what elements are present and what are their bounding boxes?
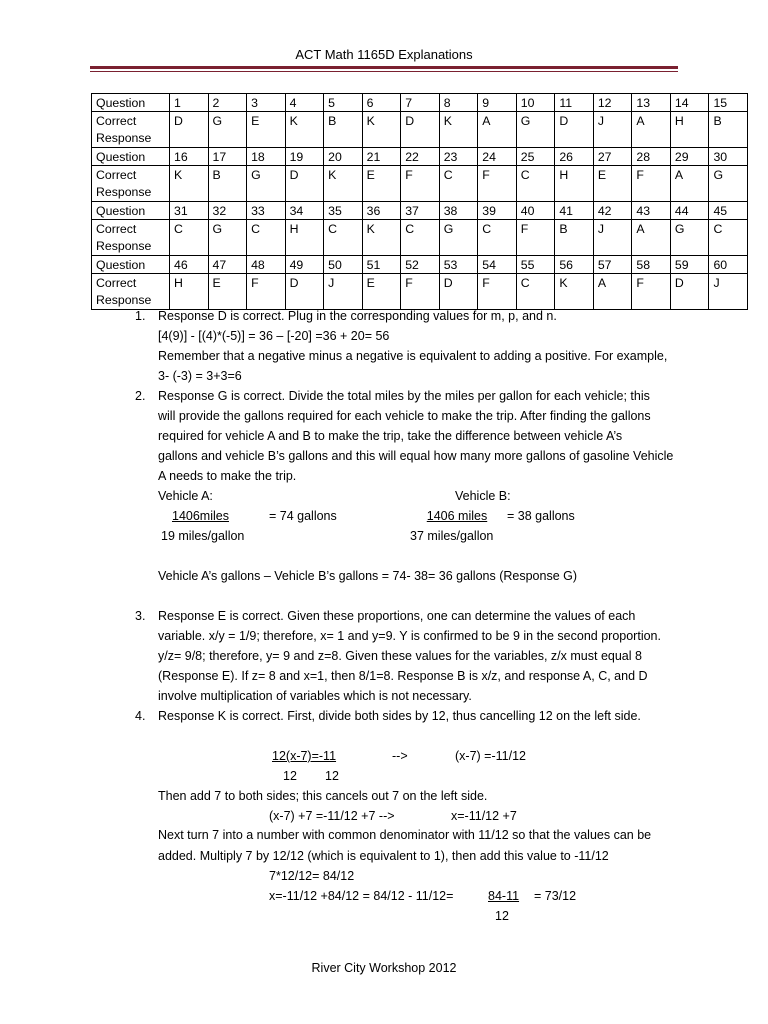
question-number-cell: 26 xyxy=(555,148,594,166)
correct-response-cell: A xyxy=(593,274,632,310)
correct-response-cell: D xyxy=(285,166,324,202)
question-number-cell: 19 xyxy=(285,148,324,166)
explanation-2-line-2: will provide the gallons required for each vehicle to make the trip. After finding the gallons xyxy=(158,409,651,423)
page-title: ACT Math 1165D Explanations xyxy=(295,47,473,62)
explanation-1-number: 1. xyxy=(135,309,146,323)
correct-response-cell: C xyxy=(709,220,748,256)
correct-response-cell: A xyxy=(670,166,709,202)
correct-response-cell: G xyxy=(208,112,247,148)
explanation-3-line-1: Response E is correct. Given these proportions, one can determine the values of each xyxy=(158,609,636,623)
question-number-cell: 13 xyxy=(632,94,671,112)
explanation-1-line-4: 3- (-3) = 3+3=6 xyxy=(158,369,242,383)
question-number-cell: 50 xyxy=(324,256,363,274)
question-number-cell: 21 xyxy=(362,148,401,166)
question-number-cell: 5 xyxy=(324,94,363,112)
explanation-3-number: 3. xyxy=(135,609,146,623)
question-number-cell: 36 xyxy=(362,202,401,220)
correct-response-cell: G xyxy=(208,220,247,256)
correct-response-cell: C xyxy=(516,274,555,310)
equation-2: (x-7) +7 =-11/12 +7 --> xyxy=(269,809,395,823)
equation-1-left: 12(x-7)=-11 xyxy=(272,749,337,763)
correct-response-cell: H xyxy=(670,112,709,148)
explanation-2-line-1: Response G is correct. Divide the total miles by the miles per gallon for each vehicle; this xyxy=(158,389,650,403)
correct-response-cell: C xyxy=(401,220,440,256)
question-number-cell: 44 xyxy=(670,202,709,220)
equation-1-denominator-b: 12 xyxy=(325,769,339,783)
question-number-cell: 56 xyxy=(555,256,594,274)
correct-response-cell: C xyxy=(516,166,555,202)
correct-response-cell: E xyxy=(362,166,401,202)
correct-response-cell: F xyxy=(247,274,286,310)
question-number-cell: 31 xyxy=(170,202,209,220)
correct-response-cell: F xyxy=(632,166,671,202)
explanation-4-line-4: added. Multiply 7 by 12/12 (which is equivalent to 1), then add this value to -11/12 xyxy=(158,849,609,863)
response-row-label: Correct Response xyxy=(92,274,170,310)
question-number-cell: 16 xyxy=(170,148,209,166)
equation-2-result: x=-11/12 +7 xyxy=(451,809,517,823)
correct-response-cell: G xyxy=(670,220,709,256)
question-row xyxy=(92,94,748,112)
question-number-cell: 33 xyxy=(247,202,286,220)
correct-response-cell: B xyxy=(709,112,748,148)
equation-4-denominator: 12 xyxy=(495,909,509,923)
response-row-label: Correct Response xyxy=(92,112,170,148)
question-number-cell: 22 xyxy=(401,148,440,166)
equation-3: 7*12/12= 84/12 xyxy=(269,869,355,883)
correct-response-cell: F xyxy=(516,220,555,256)
question-number-cell: 35 xyxy=(324,202,363,220)
correct-response-cell: A xyxy=(632,112,671,148)
equation-4-numerator: 84-11 xyxy=(488,889,520,903)
question-number-cell: 27 xyxy=(593,148,632,166)
question-number-cell: 53 xyxy=(439,256,478,274)
explanation-2-difference: Vehicle A’s gallons – Vehicle B’s gallons = 74- 38= 36 gallons (Response G) xyxy=(158,569,578,583)
question-number-cell: 10 xyxy=(516,94,555,112)
question-number-cell: 52 xyxy=(401,256,440,274)
question-number-cell: 34 xyxy=(285,202,324,220)
correct-response-cell: J xyxy=(593,220,632,256)
question-number-cell: 28 xyxy=(632,148,671,166)
answer-key-table xyxy=(91,93,748,310)
question-number-cell: 1 xyxy=(170,94,209,112)
correct-response-cell: G xyxy=(709,166,748,202)
correct-response-cell: K xyxy=(362,112,401,148)
question-number-cell: 48 xyxy=(247,256,286,274)
response-row xyxy=(92,274,748,310)
header-rule-thick xyxy=(90,66,678,69)
correct-response-cell: H xyxy=(170,274,209,310)
question-number-cell: 47 xyxy=(208,256,247,274)
question-number-cell: 38 xyxy=(439,202,478,220)
explanation-3-line-3: y/z= 9/8; therefore, y= 9 and z=8. Given these values for the variables, z/x must equal 8 xyxy=(158,649,642,663)
correct-response-cell: G xyxy=(516,112,555,148)
question-number-cell: 4 xyxy=(285,94,324,112)
equation-4: x=-11/12 +84/12 = 84/12 - 11/12= xyxy=(269,889,454,903)
equation-1-denominator-a: 12 xyxy=(283,769,297,783)
explanation-3-line-4: (Response E). If z= 8 and x=1, then 8/1=8. Response B is x/z, and response A, C, and D xyxy=(158,669,648,683)
correct-response-cell: C xyxy=(439,166,478,202)
explanation-3-line-2: variable. x/y = 1/9; therefore, x= 1 and y=9. Y is confirmed to be 9 in the second proportion. xyxy=(158,629,661,643)
explanation-4-line-1: Response K is correct. First, divide both sides by 12, thus cancelling 12 on the left side. xyxy=(158,709,641,723)
explanation-4-line-3: Next turn 7 into a number with common denominator with 11/12 so that the values can be xyxy=(158,828,652,842)
correct-response-cell: C xyxy=(478,220,517,256)
vehicle-a-numerator: 1406miles xyxy=(172,509,229,523)
correct-response-cell: D xyxy=(285,274,324,310)
question-row-label: Question xyxy=(92,202,170,220)
correct-response-cell: B xyxy=(555,220,594,256)
question-row-label: Question xyxy=(92,94,170,112)
question-row xyxy=(92,148,748,166)
correct-response-cell: E xyxy=(247,112,286,148)
correct-response-cell: F xyxy=(401,274,440,310)
correct-response-cell: J xyxy=(324,274,363,310)
response-row-label: Correct Response xyxy=(92,166,170,202)
question-number-cell: 20 xyxy=(324,148,363,166)
question-number-cell: 30 xyxy=(709,148,748,166)
question-number-cell: 60 xyxy=(709,256,748,274)
question-number-cell: 57 xyxy=(593,256,632,274)
question-number-cell: 23 xyxy=(439,148,478,166)
question-number-cell: 29 xyxy=(670,148,709,166)
explanation-4-line-2: Then add 7 to both sides; this cancels out 7 on the left side. xyxy=(158,789,488,803)
equation-1-arrow: --> xyxy=(392,749,408,763)
question-number-cell: 42 xyxy=(593,202,632,220)
question-number-cell: 59 xyxy=(670,256,709,274)
question-number-cell: 55 xyxy=(516,256,555,274)
correct-response-cell: K xyxy=(362,220,401,256)
vehicle-b-label: Vehicle B: xyxy=(455,489,511,503)
correct-response-cell: D xyxy=(170,112,209,148)
correct-response-cell: A xyxy=(632,220,671,256)
explanation-2-line-4: gallons and vehicle B’s gallons and this will equal how many more gallons of gasoline Vehicle xyxy=(158,449,674,463)
response-row xyxy=(92,166,748,202)
vehicle-a-result: = 74 gallons xyxy=(269,509,337,523)
response-row xyxy=(92,112,748,148)
equation-1-result: (x-7) =-11/12 xyxy=(455,749,526,763)
explanation-2-number: 2. xyxy=(135,389,146,403)
vehicle-b-denominator: 37 miles/gallon xyxy=(410,529,494,543)
correct-response-cell: K xyxy=(170,166,209,202)
question-number-cell: 32 xyxy=(208,202,247,220)
question-number-cell: 17 xyxy=(208,148,247,166)
question-number-cell: 51 xyxy=(362,256,401,274)
question-number-cell: 25 xyxy=(516,148,555,166)
question-number-cell: 43 xyxy=(632,202,671,220)
correct-response-cell: C xyxy=(247,220,286,256)
question-number-cell: 14 xyxy=(670,94,709,112)
correct-response-cell: B xyxy=(208,166,247,202)
equation-4-result: = 73/12 xyxy=(534,889,577,903)
explanation-1-line-3: Remember that a negative minus a negative is equivalent to adding a positive. For example, xyxy=(158,349,668,363)
explanation-1-line-2: [4(9)] - [(4)*(-5)] = 36 – [-20] =36 + 20= 56 xyxy=(158,329,390,343)
question-number-cell: 12 xyxy=(593,94,632,112)
question-number-cell: 45 xyxy=(709,202,748,220)
correct-response-cell: G xyxy=(247,166,286,202)
correct-response-cell: D xyxy=(670,274,709,310)
correct-response-cell: E xyxy=(593,166,632,202)
correct-response-cell: C xyxy=(170,220,209,256)
correct-response-cell: A xyxy=(478,112,517,148)
vehicle-b-numerator: 1406 miles xyxy=(426,509,488,523)
correct-response-cell: G xyxy=(439,220,478,256)
question-number-cell: 49 xyxy=(285,256,324,274)
question-number-cell: 41 xyxy=(555,202,594,220)
explanation-4-number: 4. xyxy=(135,709,146,723)
correct-response-cell: E xyxy=(208,274,247,310)
correct-response-cell: F xyxy=(478,166,517,202)
correct-response-cell: J xyxy=(593,112,632,148)
explanation-2-line-3: required for vehicle A and B to make the trip, take the difference between vehicle A’s xyxy=(158,429,623,443)
correct-response-cell: E xyxy=(362,274,401,310)
question-number-cell: 9 xyxy=(478,94,517,112)
question-number-cell: 15 xyxy=(709,94,748,112)
explanation-1-line-1: Response D is correct. Plug in the corresponding values for m, p, and n. xyxy=(158,309,557,323)
response-row xyxy=(92,220,748,256)
correct-response-cell: K xyxy=(285,112,324,148)
question-number-cell: 40 xyxy=(516,202,555,220)
explanation-3-line-5: involve multiplication of variables which is not necessary. xyxy=(158,689,472,703)
question-row-label: Question xyxy=(92,256,170,274)
correct-response-cell: K xyxy=(324,166,363,202)
question-row xyxy=(92,256,748,274)
question-number-cell: 7 xyxy=(401,94,440,112)
vehicle-a-denominator: 19 miles/gallon xyxy=(161,529,245,543)
question-number-cell: 6 xyxy=(362,94,401,112)
correct-response-cell: H xyxy=(555,166,594,202)
question-number-cell: 46 xyxy=(170,256,209,274)
question-number-cell: 8 xyxy=(439,94,478,112)
header-rule-thin xyxy=(90,71,678,72)
question-number-cell: 54 xyxy=(478,256,517,274)
correct-response-cell: J xyxy=(709,274,748,310)
correct-response-cell: F xyxy=(632,274,671,310)
page-footer: River City Workshop 2012 xyxy=(311,961,457,975)
question-number-cell: 3 xyxy=(247,94,286,112)
correct-response-cell: C xyxy=(324,220,363,256)
question-number-cell: 58 xyxy=(632,256,671,274)
correct-response-cell: H xyxy=(285,220,324,256)
explanation-2-line-5: A needs to make the trip. xyxy=(158,469,297,483)
correct-response-cell: D xyxy=(555,112,594,148)
correct-response-cell: K xyxy=(555,274,594,310)
correct-response-cell: F xyxy=(401,166,440,202)
question-number-cell: 39 xyxy=(478,202,517,220)
question-number-cell: 2 xyxy=(208,94,247,112)
correct-response-cell: D xyxy=(401,112,440,148)
response-row-label: Correct Response xyxy=(92,220,170,256)
correct-response-cell: F xyxy=(478,274,517,310)
correct-response-cell: B xyxy=(324,112,363,148)
question-row-label: Question xyxy=(92,148,170,166)
vehicle-b-result: = 38 gallons xyxy=(507,509,575,523)
question-number-cell: 37 xyxy=(401,202,440,220)
correct-response-cell: D xyxy=(439,274,478,310)
question-number-cell: 24 xyxy=(478,148,517,166)
question-number-cell: 18 xyxy=(247,148,286,166)
question-number-cell: 11 xyxy=(555,94,594,112)
question-row xyxy=(92,202,748,220)
vehicle-a-label: Vehicle A: xyxy=(158,489,213,503)
correct-response-cell: K xyxy=(439,112,478,148)
